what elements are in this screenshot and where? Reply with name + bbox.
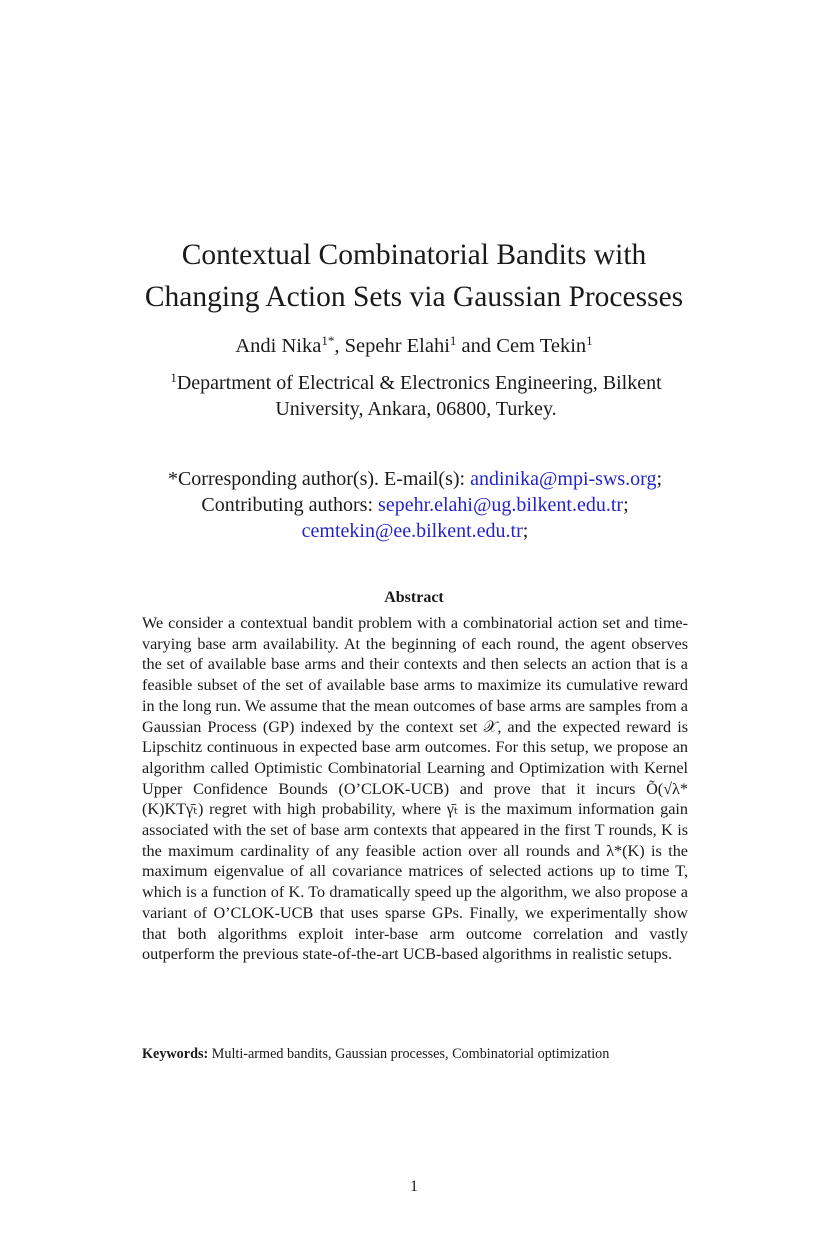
contributing-line-2 <box>120 518 710 544</box>
author-name: Andi Nika <box>235 335 322 357</box>
affiliation-text: Department of Electrical & Electronics Engineering, Bilkent University, Ankara, 06800, Turkey. <box>176 372 662 420</box>
page-number: 1 <box>410 1178 418 1195</box>
affiliation-mark: 1 <box>170 370 177 385</box>
title-line-2: Changing Action Sets via Gaussian Processes <box>144 280 684 313</box>
abstract-heading: Abstract <box>384 589 444 606</box>
contributing-email-link[interactable]: sepehr.elahi@ug.bilkent.edu.tr <box>378 494 624 516</box>
author-list <box>0 332 828 360</box>
paper-title <box>0 234 828 318</box>
author-affiliation-mark: 1 <box>586 333 593 348</box>
contributing-line <box>120 492 710 518</box>
author-separator: , <box>334 335 345 357</box>
contributing-label: Contributing authors: <box>201 494 379 516</box>
email-separator: ; <box>623 494 629 516</box>
email-separator: ; <box>656 468 663 490</box>
contributing-email-link[interactable]: cemtekin@ee.bilkent.edu.tr <box>301 520 523 542</box>
corresponding-label: *Corresponding author(s). E-mail(s): <box>167 468 471 490</box>
keywords <box>142 1045 688 1064</box>
email-separator: ; <box>522 520 529 542</box>
author-separator: and <box>456 335 497 357</box>
keywords-text: Multi-armed bandits, Gaussian processes, Combinatorial optimization <box>211 1046 610 1062</box>
affiliation <box>142 370 690 422</box>
title-line-1: Contextual Combinatorial Bandits with <box>181 238 647 271</box>
contact-info <box>120 466 710 544</box>
corresponding-email-link[interactable]: andinika@mpi-sws.org <box>470 468 657 490</box>
author-name: Cem Tekin <box>496 335 587 357</box>
author-affiliation-mark: 1* <box>321 333 335 348</box>
keywords-label: Keywords: <box>142 1046 209 1062</box>
corresponding-line <box>120 466 710 492</box>
author-name: Sepehr Elahi <box>344 335 450 357</box>
author-affiliation-mark: 1 <box>449 333 457 348</box>
abstract-text: We consider a contextual bandit problem with a combinatorial action set and time-varying base arm availability. At the beginning of each round, the agent observes the set of available base arms and their contexts and then selects an action that is a feasible subset of the set of available base arms to maximize its cumulative reward in the long run. We assume that the mean outcomes of base arms are samples from a Gaussian Process (GP) indexed by the context set 𝒳, and the expected reward is Lipschitz continuous in expected base arm outcomes. For this setup, we propose an algorithm called Optimistic Combinatorial Learning and Optimization with Kernel Upper Confidence Bounds (O’CLOK-UCB) and prove that it incurs Õ(√λ*(K)KTγ̄ₜ) regret with high probability, where γ̄ₜ is the maximum information gain associated with the set of base arm contexts that appeared in the first T rounds, K is the maximum cardinality of any feasible action over all rounds and λ*(K) is the maximum eigenvalue of all covariance matrices of selected actions up to time T, which is a function of K. To dramatically speed up the algorithm, we also propose a variant of O’CLOK-UCB that uses sparse GPs. Finally, we experimentally show that both algorithms exploit inter-base arm outcome correlation and vastly outperform the previous state-of-the-art UCB-based algorithms in realistic setups. <box>142 614 688 964</box>
